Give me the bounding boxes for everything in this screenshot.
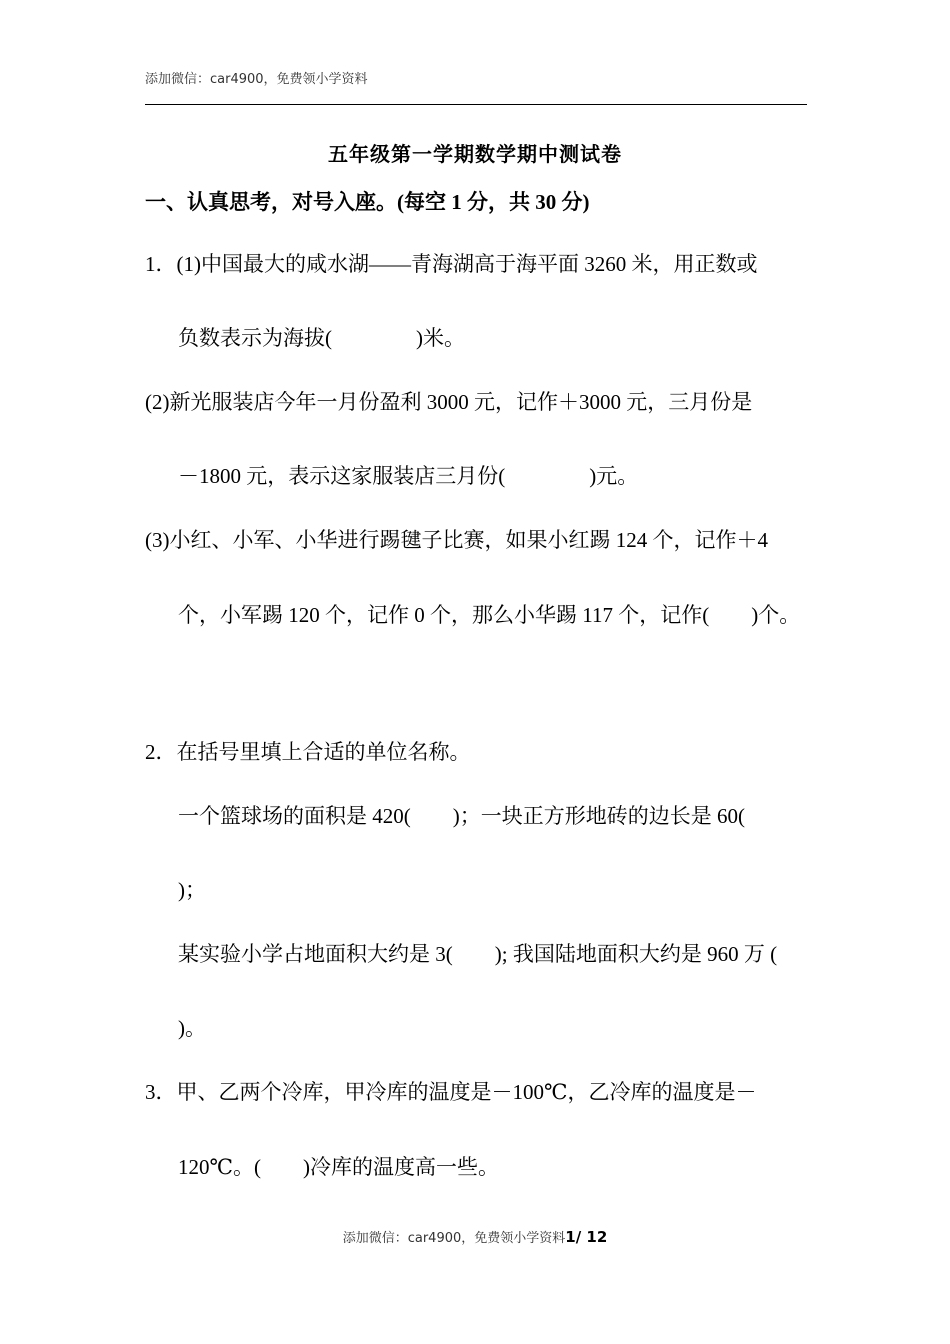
- q1-line-6: 个，小军踢 120 个，记作 0 个，那么小华踢 117 个，记作( )个。: [178, 603, 801, 627]
- q1-line-2: 负数表示为海拔( )米。: [178, 326, 465, 350]
- header-text: 添加微信：car4900，免费领小学资料: [145, 72, 368, 87]
- q1-line-1: 1．(1)中国最大的咸水湖——青海湖高于海平面 3260 米，用正数或: [145, 252, 758, 276]
- q3-line-1: 3．甲、乙两个冷库，甲冷库的温度是－100℃，乙冷库的温度是－: [145, 1080, 757, 1104]
- q1-line-4: －1800 元，表示这家服装店三月份( )元。: [178, 464, 639, 488]
- section-heading: 一、认真思考，对号入座。(每空 1 分，共 30 分): [145, 190, 590, 214]
- q2-line-3: )；: [178, 878, 206, 902]
- q1-line-5: (3)小红、小军、小华进行踢毽子比赛，如果小红踢 124 个，记作＋4: [145, 528, 768, 552]
- page-number: 1/ 12: [565, 1228, 608, 1246]
- q2-line-4: 某实验小学占地面积大约是 3( ); 我国陆地面积大约是 960 万 (: [178, 942, 778, 966]
- page-title: 五年级第一学期数学期中测试卷: [328, 142, 622, 166]
- footer: [0, 1227, 950, 1246]
- q1-line-3: (2)新光服装店今年一月份盈利 3000 元，记作＋3000 元，三月份是: [145, 390, 753, 414]
- footer-text: 添加微信：car4900，免费领小学资料: [342, 1231, 566, 1246]
- q2-line-2: 一个篮球场的面积是 420( )；一块正方形地砖的边长是 60(: [178, 804, 745, 828]
- q2-line-1: 2．在括号里填上合适的单位名称。: [145, 740, 471, 764]
- q2-line-5: )。: [178, 1016, 206, 1040]
- q3-line-2: 120℃。( )冷库的温度高一些。: [178, 1155, 499, 1179]
- header-divider: [145, 104, 807, 105]
